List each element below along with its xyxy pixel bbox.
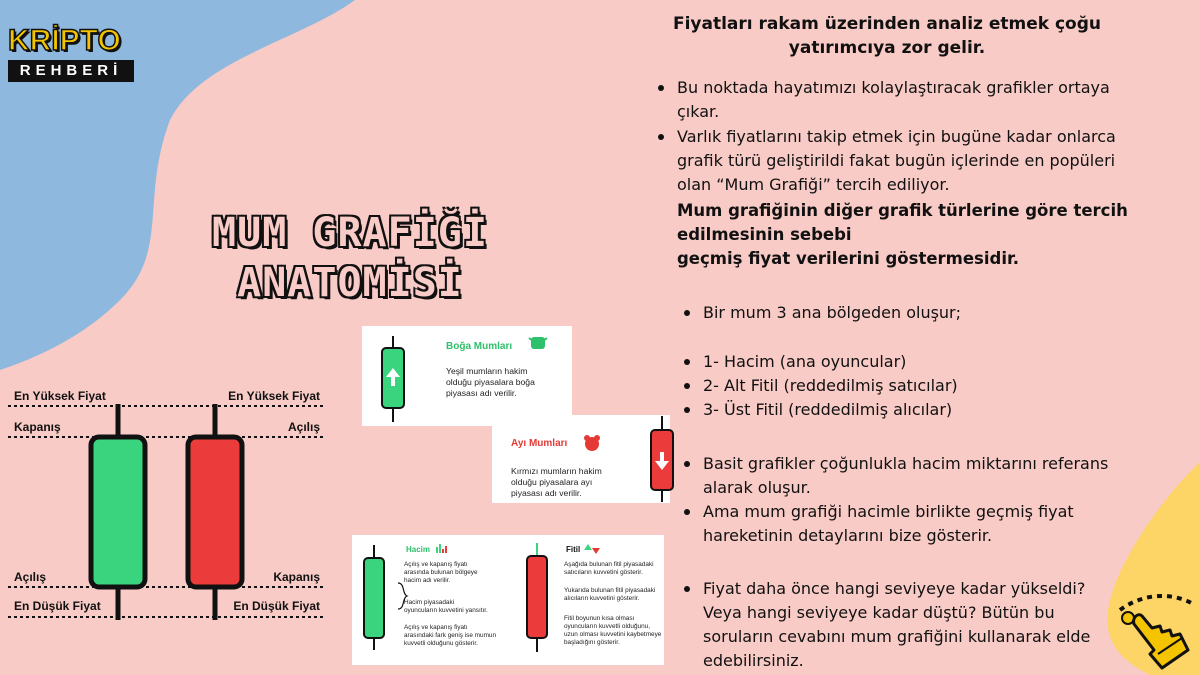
bullet-paragraph-4 — [703, 500, 1163, 548]
bullet-paragraph-5 — [703, 577, 1123, 673]
bull-title: Boğa Mumları — [446, 341, 513, 352]
logo-bottom-text: REHBERİ — [8, 60, 134, 82]
bear-desc-line-1: Kırmızı mumların hakim — [511, 466, 602, 476]
wick-desc-3-line-1: Fitil boyunun kısa olması — [564, 615, 635, 622]
list-item-2: 2- Alt Fitil (reddedilmiş satıcılar) — [703, 374, 1123, 398]
wick-desc-2-line-2: alıcıların kuvvetini gösterir. — [564, 595, 640, 602]
volume-desc-3-line-1: Açılış ve kapanış fiyatı — [404, 624, 468, 631]
wick-desc-3 — [564, 615, 664, 647]
right-open-label: Açılış — [287, 420, 320, 434]
para3-line-1: Basit grafikler çoğunlukla hacim miktarını referans — [703, 454, 1109, 473]
para5-line-3: soruların cevabını mum grafiğini kullanarak elde — [703, 627, 1091, 646]
volume-desc-3-line-2: arasındaki fark geniş ise mumun — [404, 632, 496, 639]
wick-desc-3-line-2: oyuncuların kuvvetli olduğunu, — [564, 623, 650, 630]
para5-line-2: Veya hangi seviyeye kadar düştü? Bütün bu — [703, 603, 1055, 622]
heading-line-1: Fiyatları rakam üzerinden analiz etmek çoğu — [672, 14, 1102, 34]
kripto-rehberi-logo — [8, 24, 136, 82]
bear-description — [511, 466, 641, 499]
bold-line-3: geçmiş fiyat verilerini göstermesidir. — [677, 249, 1020, 268]
para2-line-2: grafik türü geliştirildi fakat bugün içlerinde en popüleri — [677, 151, 1116, 170]
main-heading — [652, 12, 1122, 60]
para3-line-2: alarak oluşur. — [703, 478, 811, 497]
bear-title: Ayı Mumları — [511, 438, 568, 449]
title-line-2: ANATOMİSİ — [237, 260, 463, 306]
list-item-1: 1- Hacim (ana oyuncular) — [703, 350, 1123, 374]
volume-title: Hacim — [406, 545, 431, 554]
right-low-label: En Düşük Fiyat — [233, 599, 320, 613]
left-low-label: En Düşük Fiyat — [14, 599, 101, 613]
wick-desc-1 — [564, 561, 664, 577]
para4-line-1: Ama mum grafiği hacimle birlikte geçmiş fiyat — [703, 502, 1074, 521]
wick-desc-3-line-3: uzun olması kuvvetini kaybetmeye — [564, 631, 662, 638]
heading-line-2: yatırımcıya zor gelir. — [788, 38, 986, 58]
volume-desc-3 — [404, 624, 524, 648]
bull-description — [446, 366, 566, 399]
para1-line-1: Bu noktada hayatımızı kolaylaştıracak grafikler ortaya — [677, 78, 1110, 97]
bold-statement — [677, 199, 1167, 271]
para2-line-3: olan “Mum Grafiği” tercih ediliyor. — [677, 175, 950, 194]
left-high-label: En Yüksek Fiyat — [14, 389, 106, 403]
para4-line-2: hareketinin detaylarını bize gösterir. — [703, 526, 993, 545]
list-item-3: 3- Üst Fitil (reddedilmiş alıcılar) — [703, 398, 1123, 422]
bear-desc-line-2: olduğu piyasalara ayı — [511, 477, 593, 487]
bull-desc-line-2: olduğu piyasalara boğa — [446, 377, 535, 387]
bullet-paragraph-3 — [703, 452, 1163, 500]
big-green-candle — [91, 404, 145, 620]
title-line-1: MUM GRAFİĞİ — [212, 210, 488, 256]
list-intro: Bir mum 3 ana bölgeden oluşur; — [703, 301, 1123, 325]
wick-desc-1-line-1: Aşağıda bulunan fitil piyasadaki — [564, 561, 654, 568]
bull-icon — [529, 337, 547, 349]
volume-desc-1-line-3: hacim adı verilir. — [404, 577, 451, 584]
page-title — [180, 208, 520, 308]
volume-desc-2-line-1: Hacim piyasadaki — [404, 599, 455, 606]
wick-candle — [527, 543, 547, 652]
para5-line-4: edebilirsiniz. — [703, 651, 804, 670]
para5-line-1: Fiyat daha önce hangi seviyeye kadar yükseldi? — [703, 579, 1086, 598]
wick-desc-3-line-4: başladığını gösterir. — [564, 639, 620, 646]
right-close-label: Kapanış — [273, 570, 320, 584]
big-red-candle — [188, 404, 242, 620]
right-high-label: En Yüksek Fiyat — [228, 389, 320, 403]
para1-line-2: çıkar. — [677, 102, 720, 121]
volume-desc-3-line-3: kuvvetli olduğunu gösterir. — [404, 640, 478, 647]
bull-desc-line-1: Yeşil mumların hakim — [446, 366, 528, 376]
para2-line-1: Varlık fiyatlarını takip etmek için bugüne kadar onlarca — [677, 127, 1116, 146]
wick-desc-1-line-2: satıcıların kuvvetini gösterir. — [564, 569, 643, 576]
volume-desc-2-line-2: oyuncuların kuvvetini yansıtır. — [404, 607, 488, 614]
volume-desc-1-line-1: Açılış ve kapanış fiyatı — [404, 561, 468, 568]
bullet-paragraph-2 — [677, 125, 1157, 197]
logo-top-text: KRİPTO — [8, 24, 121, 57]
bold-line-1: Mum grafiğinin diğer grafik türlerine göre tercih — [677, 201, 1128, 220]
volume-desc-1 — [404, 561, 514, 585]
left-close-label: Kapanış — [14, 420, 61, 434]
wick-title: Fitil — [566, 545, 581, 554]
bear-desc-line-3: piyasası adı verilir. — [511, 488, 582, 498]
left-open-label: Açılış — [14, 570, 47, 584]
bold-line-2: edilmesinin sebebi — [677, 225, 852, 244]
bull-desc-line-3: piyasası adı verilir. — [446, 388, 517, 398]
wick-desc-2-line-1: Yukarıda bulunan fitil piyasadaki — [564, 587, 656, 594]
volume-desc-1-line-2: arasında bulunan bölgeye — [404, 569, 478, 576]
wick-desc-2 — [564, 587, 664, 603]
volume-desc-2 — [404, 599, 524, 615]
bullet-paragraph-1 — [677, 76, 1157, 124]
